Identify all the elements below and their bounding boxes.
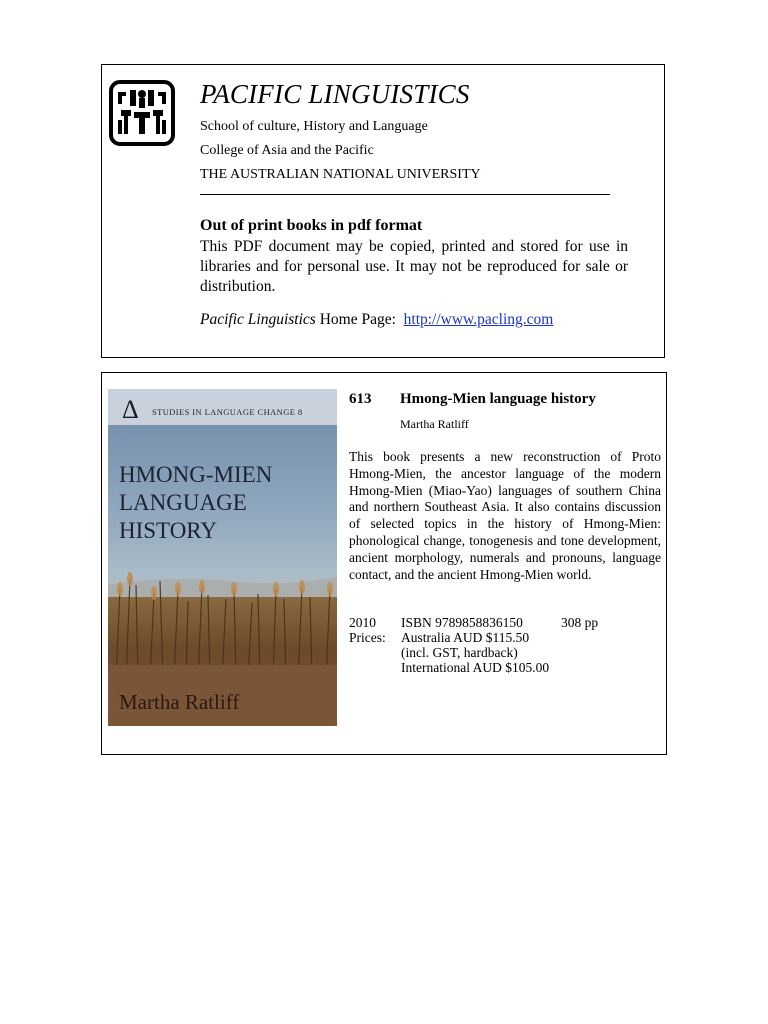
book-listing-box <box>101 372 667 755</box>
publisher-title: PACIFIC LINGUISTICS <box>200 79 470 109</box>
page-count: 308 pp <box>561 615 599 630</box>
book-number: 613 <box>349 391 372 407</box>
series-logo-icon: Δ <box>122 395 139 424</box>
book-description: This book presents a new reconstruction of Proto Hmong-Mien, the ancestor language of the modern Hmong-Mien (Miao-Yao) languages of southern China and northern Southeast Asia. It also contains discussion of selected topics in the history of Hmong-Mien: phonological change, tonogenesis and tone development, ancient morphology, numerals and pronouns, language contact, and the ancient Hmong-Mien world. <box>349 449 661 582</box>
book-cover-image <box>108 389 337 726</box>
pacific-linguistics-logo <box>109 80 175 146</box>
cover-artwork <box>108 389 337 726</box>
cover-title: HMONG-MIEN LANGUAGE HISTORY <box>119 462 273 543</box>
price-australia: Australia AUD $115.50 <box>401 630 530 645</box>
publisher-notice-box <box>101 64 665 358</box>
cover-author: Martha Ratliff <box>119 690 240 714</box>
copyright-notice: This PDF document may be copied, printed and stored for use in libraries and for personal use. It may not be reproduced for sale or distribution. <box>200 238 628 295</box>
book-title: Hmong-Mien language history <box>400 391 596 407</box>
out-of-print-heading: Out of print books in pdf format <box>200 217 423 234</box>
publication-year: 2010 <box>349 615 376 630</box>
college-line: College of Asia and the Pacific <box>200 143 374 158</box>
home-page-text: Home Page: <box>315 311 404 328</box>
school-line: School of culture, History and Language <box>200 119 428 134</box>
cover-series: STUDIES IN LANGUAGE CHANGE 8 <box>152 407 303 417</box>
home-page-line <box>200 311 553 329</box>
price-note: (incl. GST, hardback) <box>401 645 518 660</box>
book-author: Martha Ratliff <box>400 417 469 431</box>
price-international: International AUD $105.00 <box>401 660 550 675</box>
home-page-italic: Pacific Linguistics <box>200 311 316 328</box>
prices-label: Prices: <box>349 630 386 645</box>
home-page-link[interactable]: http://www.pacling.com <box>403 311 554 328</box>
university-line: THE AUSTRALIAN NATIONAL UNIVERSITY <box>200 167 481 182</box>
divider <box>200 194 610 195</box>
isbn: ISBN 9789858836150 <box>401 615 523 630</box>
